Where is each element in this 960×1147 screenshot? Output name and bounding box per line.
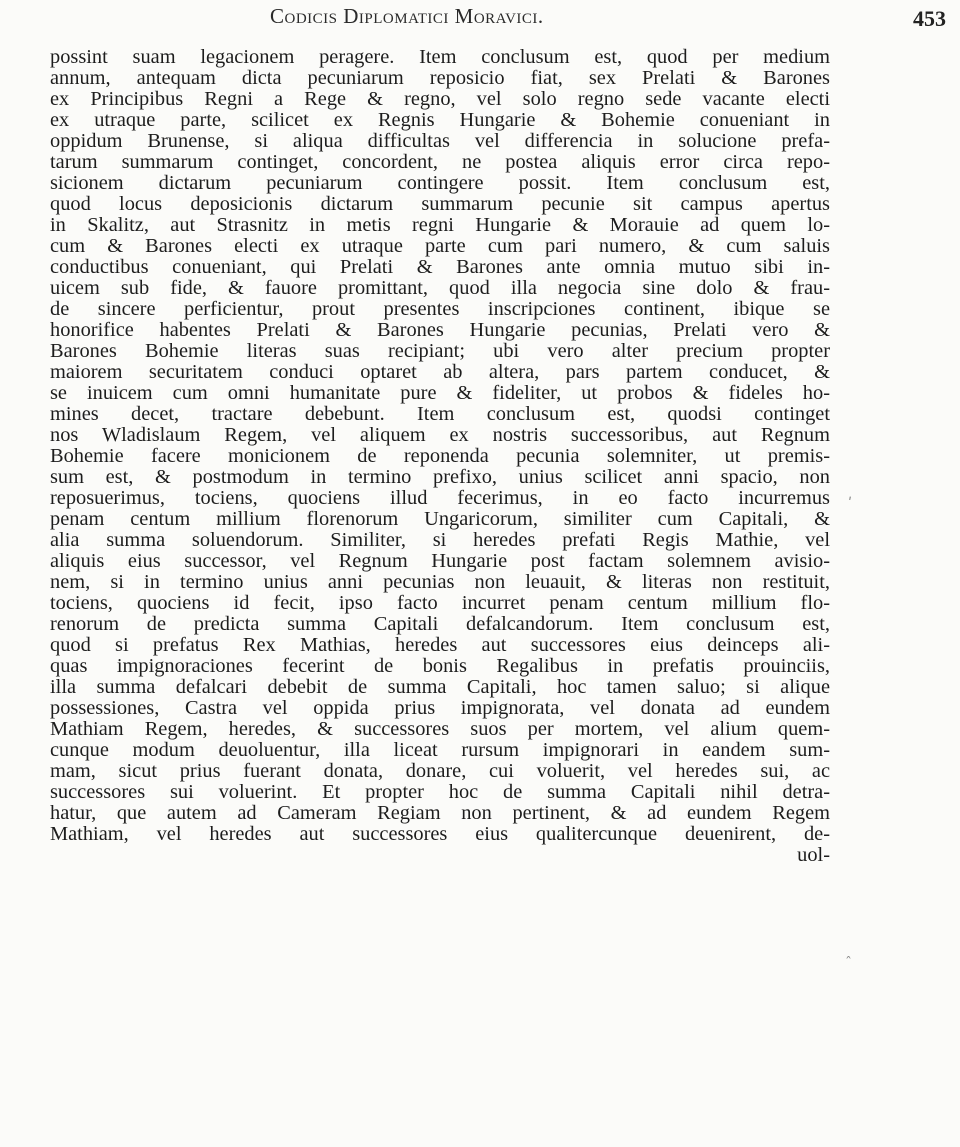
- text-line: sicionem dictarum pecuniarum contingere possit. Item conclusum est,: [50, 172, 830, 194]
- text-line: mines decet, tractare debebunt. Item conclusum est, quodsi continget: [50, 403, 830, 425]
- body-text: [50, 47, 830, 866]
- text-line: Mathiam Regem, heredes, & successores suos per mortem, vel alium quem-: [50, 718, 830, 740]
- text-line: tarum summarum continget, concordent, ne postea aliquis error circa repo-: [50, 151, 830, 173]
- text-line: reposuerimus, tociens, quociens illud fecerimus, in eo facto incurremus: [50, 487, 830, 509]
- text-line: renorum de predicta summa Capitali defalcandorum. Item conclusum est,: [50, 613, 830, 635]
- text-line: penam centum millium florenorum Ungaricorum, similiter cum Capitali, &: [50, 508, 830, 530]
- text-line: nos Wladislaum Regem, vel aliquem ex nostris successoribus, aut Regnum: [50, 424, 830, 446]
- catchword: uol-: [797, 844, 830, 866]
- text-line: Bohemie facere monicionem de reponenda pecunia solemniter, ut premis-: [50, 445, 830, 467]
- page-number: 453: [913, 6, 946, 31]
- text-line: successores sui voluerint. Et propter hoc de summa Capitali nihil detra-: [50, 781, 830, 803]
- text-line: annum, antequam dicta pecuniarum reposicio fiat, sex Prelati & Barones: [50, 67, 830, 89]
- margin-mark: ʹ: [848, 496, 852, 512]
- text-line: aliquis eius successor, vel Regnum Hungarie post factam solemnem avisio-: [50, 550, 830, 572]
- text-line: possint suam legacionem peragere. Item conclusum est, quod per medium: [50, 46, 830, 68]
- text-line: maiorem securitatem conduci optaret ab altera, pars partem conducet, &: [50, 361, 830, 383]
- text-line: honorifice habentes Prelati & Barones Hungarie pecunias, Prelati vero &: [50, 319, 830, 341]
- text-line: Mathiam, vel heredes aut successores eius qualitercunque deuenirent, de-: [50, 823, 830, 845]
- text-line: cunque modum deuoluentur, illa liceat rursum impignorari in eandem sum-: [50, 739, 830, 761]
- text-line: conductibus conueniant, qui Prelati & Barones ante omnia mutuo sibi in-: [50, 256, 830, 278]
- text-line: in Skalitz, aut Strasnitz in metis regni Hungarie & Morauie ad quem lo-: [50, 214, 830, 236]
- text-line: mam, sicut prius fuerant donata, donare, cui voluerit, vel heredes sui, ac: [50, 760, 830, 782]
- text-line: nem, si in termino unius anni pecunias non leuauit, & literas non restituit,: [50, 571, 830, 593]
- text-line: quas impignoraciones fecerint de bonis Regalibus in prefatis prouinciis,: [50, 655, 830, 677]
- text-line: hatur, que autem ad Cameram Regiam non pertinent, & ad eundem Regem: [50, 802, 830, 824]
- margin-mark: ˆ: [845, 955, 852, 971]
- text-line: alia summa soluendorum. Similiter, si heredes prefati Regis Mathie, vel: [50, 529, 830, 551]
- text-line: tociens, quociens id fecit, ipso facto incurret penam centum millium flo-: [50, 592, 830, 614]
- text-line: cum & Barones electi ex utraque parte cum pari numero, & cum saluis: [50, 235, 830, 257]
- text-line: Barones Bohemie literas suas recipiant; ubi vero alter precium propter: [50, 340, 830, 362]
- running-head: Codicis Diplomatici Moravici.: [270, 4, 544, 28]
- text-line: illa summa defalcari debebit de summa Capitali, hoc tamen saluo; si alique: [50, 676, 830, 698]
- text-line: possessiones, Castra vel oppida prius impignorata, vel donata ad eundem: [50, 697, 830, 719]
- text-line: quod locus deposicionis dictarum summarum pecunie sit campus apertus: [50, 193, 830, 215]
- text-line: ex utraque parte, scilicet ex Regnis Hungarie & Bohemie conueniant in: [50, 109, 830, 131]
- text-line: se inuicem cum omni humanitate pure & fideliter, ut probos & fideles ho-: [50, 382, 830, 404]
- text-line: de sincere perficientur, prout presentes inscripciones continent, ibique se: [50, 298, 830, 320]
- text-line: oppidum Brunense, si aliqua difficultas vel differencia in solucione prefa-: [50, 130, 830, 152]
- text-line: sum est, & postmodum in termino prefixo, unius scilicet anni spacio, non: [50, 466, 830, 488]
- text-line: ex Principibus Regni a Rege & regno, vel solo regno sede vacante electi: [50, 88, 830, 110]
- text-line: uicem sub fide, & fauore promittant, quod illa negocia sine dolo & frau-: [50, 277, 830, 299]
- text-line: quod si prefatus Rex Mathias, heredes aut successores eius deinceps ali-: [50, 634, 830, 656]
